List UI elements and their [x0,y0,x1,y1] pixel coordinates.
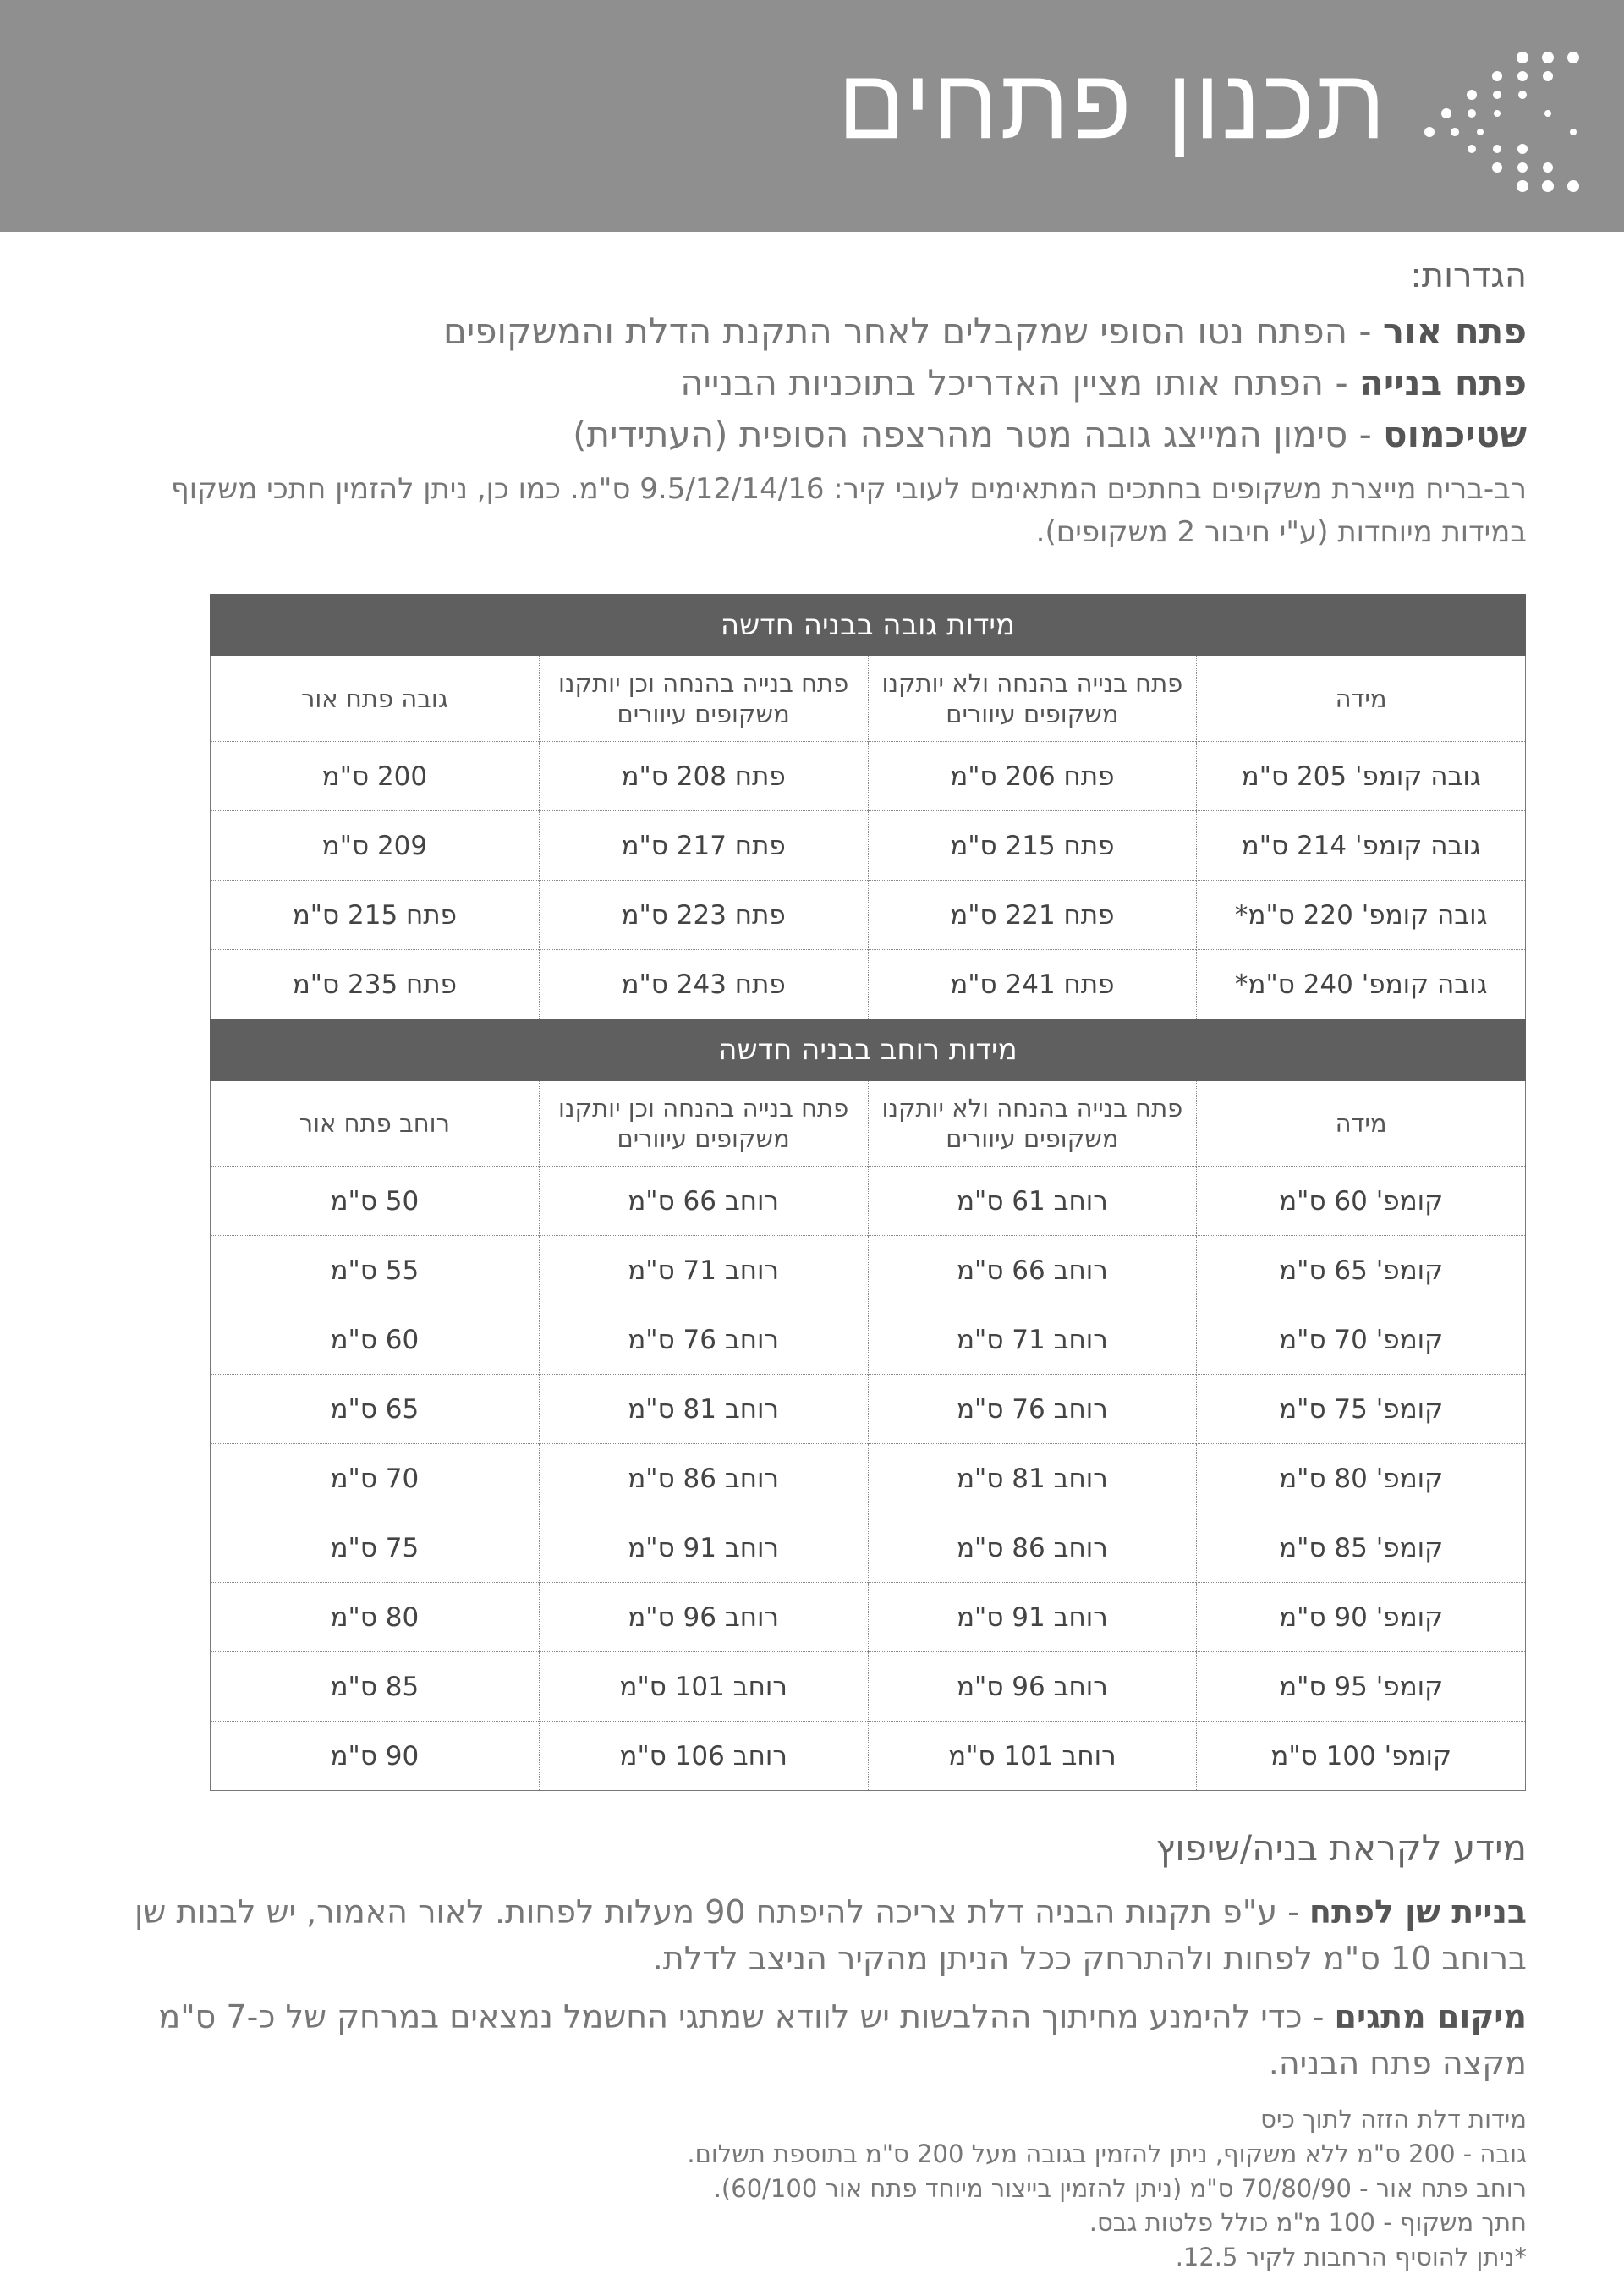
definition-text: - הפתח אותו מציין האדריכל בתוכניות הבנייה [680,361,1359,404]
table-cell: קומפ' 90 ס"מ [1197,1583,1526,1652]
table-cell: רוחב 61 ס"מ [868,1167,1197,1236]
footnotes [89,2102,1527,2274]
footnote: רוחב פתח אור - 70/80/90 ס"מ (ניתן להזמין בייצור מיוחד פתח אור 60/100). [713,2173,1527,2203]
table-section-title: מידות גובה בבניה חדשה [211,595,1526,656]
column-header: פתח בנייה בהנחה ולא יותקנו משקופים עיוורים [868,656,1197,742]
table-cell: פתח 243 ס"מ [539,950,868,1019]
table-section-header [211,1019,1526,1081]
table-cell: גובה קומפ' 214 ס"מ [1197,811,1526,881]
table-cell: גובה קומפ' 205 ס"מ [1197,742,1526,811]
table-cell: קומפ' 80 ס"מ [1197,1444,1526,1513]
table-cell: 65 ס"מ [211,1375,540,1444]
table-cell: רוחב 91 ס"מ [868,1583,1197,1652]
table-cell: פתח 235 ס"מ [211,950,540,1019]
info-term: בניית שן לפתח [1309,1893,1527,1931]
table-column-headers [211,1081,1526,1167]
table-cell: קומפ' 70 ס"מ [1197,1305,1526,1375]
definitions-heading: הגדרות: [1410,256,1527,295]
table-cell: קומפ' 75 ס"מ [1197,1375,1526,1444]
frame-sections-note: רב-בריח מייצרת משקופים בחתכים המתאימים לעובי קיר: 9.5/12/14/16 ס"מ. כמו כן, ניתן להזמין חתכי משקוף במידות מיוחדות (ע"י חיבור 2 משקופים). [171,471,1527,549]
definition-text: - הפתח נטו הסופי שמקבלים לאחר התקנת הדלת והמשקופים [443,310,1383,352]
table-row [211,1305,1526,1375]
table-cell: 75 ס"מ [211,1513,540,1583]
footnote: חתך משקוף - 100 מ"מ כולל פלטות גבס. [1089,2208,1527,2238]
table-cell: גובה קומפ' 220 ס"מ* [1197,881,1526,950]
table-cell: 85 ס"מ [211,1652,540,1722]
table-cell: פתח 217 ס"מ [539,811,868,881]
table-cell: פתח 215 ס"מ [211,881,540,950]
table-cell: פתח 241 ס"מ [868,950,1197,1019]
table-cell: רוחב 86 ס"מ [539,1444,868,1513]
table-section-title: מידות רוחב בבניה חדשה [211,1019,1526,1081]
table-cell: רוחב 96 ס"מ [868,1652,1197,1722]
table-row [211,950,1526,1019]
definition-item [89,409,1527,461]
table-row [211,1583,1526,1652]
table-cell: 80 ס"מ [211,1583,540,1652]
info-paragraph [89,1889,1527,1982]
definitions-section [89,254,1527,554]
info-text: - ע"פ תקנות הבניה דלת צריכה להיפתח 90 מעלות לפחות. לאור האמור, יש לבנות שן ברוחב 10 ס"מ לפחות ולהתרחק ככל הניתן מהקיר הניצב לדלת. [134,1893,1527,1978]
footnote: גובה - 200 ס"מ ללא משקוף, ניתן להזמין בגובה מעל 200 ס"מ בתוספת תשלום. [687,2139,1527,2168]
table-cell: רוחב 71 ס"מ [868,1305,1197,1375]
table-cell: פתח 215 ס"מ [868,811,1197,881]
table-cell: קומפ' 85 ס"מ [1197,1513,1526,1583]
table-cell: קומפ' 65 ס"מ [1197,1236,1526,1305]
table-column-headers [211,656,1526,742]
table-section-header [211,595,1526,656]
table-cell: רוחב 71 ס"מ [539,1236,868,1305]
table-cell: רוחב 96 ס"מ [539,1583,868,1652]
table-row [211,742,1526,811]
table-cell: רוחב 81 ס"מ [539,1375,868,1444]
table-row [211,1236,1526,1305]
footnote: *ניתן להוסיף הרחבות לקיר 12.5. [1175,2242,1527,2271]
table-row [211,881,1526,950]
table-cell: רוחב 76 ס"מ [868,1375,1197,1444]
definition-term: פתח אור [1382,310,1527,352]
page-title: תכנון פתחים [837,45,1387,162]
table-row [211,811,1526,881]
column-header: מידה [1197,656,1526,742]
column-header: פתח בנייה בהנחה ולא יותקנו משקופים עיוורים [868,1081,1197,1167]
column-header: גובה פתח אור [211,656,540,742]
table-cell: רוחב 91 ס"מ [539,1513,868,1583]
table-cell: 200 ס"מ [211,742,540,811]
definition-item [89,306,1527,358]
table-cell: רוחב 76 ס"מ [539,1305,868,1375]
table-cell: קומפ' 95 ס"מ [1197,1652,1526,1722]
table-cell: 60 ס"מ [211,1305,540,1375]
table-cell: רוחב 106 ס"מ [539,1722,868,1791]
table-cell: פתח 206 ס"מ [868,742,1197,811]
table-cell: פתח 221 ס"מ [868,881,1197,950]
table-row [211,1375,1526,1444]
table-cell: 90 ס"מ [211,1722,540,1791]
column-header: פתח בנייה בהנחה וכן יותקנו משקופים עיוורים [539,656,868,742]
table-cell: רוחב 66 ס"מ [868,1236,1197,1305]
info-text: - כדי להימנע מחיתוך ההלבשות יש לוודא שמתגי החשמל נמצאים במרחק של כ-7 ס"מ מקצה פתח הבניה. [158,1998,1527,2083]
table-row [211,1652,1526,1722]
dimensions-table [210,594,1526,1791]
table-cell: רוחב 101 ס"מ [539,1652,868,1722]
table-cell: רוחב 66 ס"מ [539,1167,868,1236]
column-header: מידה [1197,1081,1526,1167]
table-cell: 55 ס"מ [211,1236,540,1305]
renovation-info-section [89,1827,1527,2274]
table-cell: 50 ס"מ [211,1167,540,1236]
table-cell: גובה קומפ' 240 ס"מ* [1197,950,1526,1019]
page-header [0,0,1624,232]
table-cell: קומפ' 60 ס"מ [1197,1167,1526,1236]
column-header: רוחב פתח אור [211,1081,540,1167]
table-cell: קומפ' 100 ס"מ [1197,1722,1526,1791]
table-row [211,1513,1526,1583]
definition-term: שטיכמוס [1383,413,1527,455]
definition-text: - סימון המייצג גובה מטר מהרצפה הסופית (העתידית) [573,413,1384,455]
table-cell: פתח 223 ס"מ [539,881,868,950]
table-cell: 209 ס"מ [211,811,540,881]
table-cell: רוחב 101 ס"מ [868,1722,1197,1791]
info-term: מיקום מתגים [1334,1998,1527,2036]
dots-logo-icon [1421,49,1582,193]
definition-item [89,358,1527,409]
table-cell: רוחב 81 ס"מ [868,1444,1197,1513]
dimensions-table-wrap [210,594,1526,1791]
table-row [211,1722,1526,1791]
column-header: פתח בנייה בהנחה וכן יותקנו משקופים עיוורים [539,1081,868,1167]
table-cell: פתח 208 ס"מ [539,742,868,811]
table-row [211,1167,1526,1236]
table-cell: 70 ס"מ [211,1444,540,1513]
definition-term: פתח בנייה [1358,361,1527,404]
info-heading: מידע לקראת בניה/שיפוץ [1155,1827,1527,1869]
table-row [211,1444,1526,1513]
info-paragraph [89,1994,1527,2087]
table-cell: רוחב 86 ס"מ [868,1513,1197,1583]
footnote: מידות דלת הזזה לתוך כיס [1260,2105,1527,2134]
